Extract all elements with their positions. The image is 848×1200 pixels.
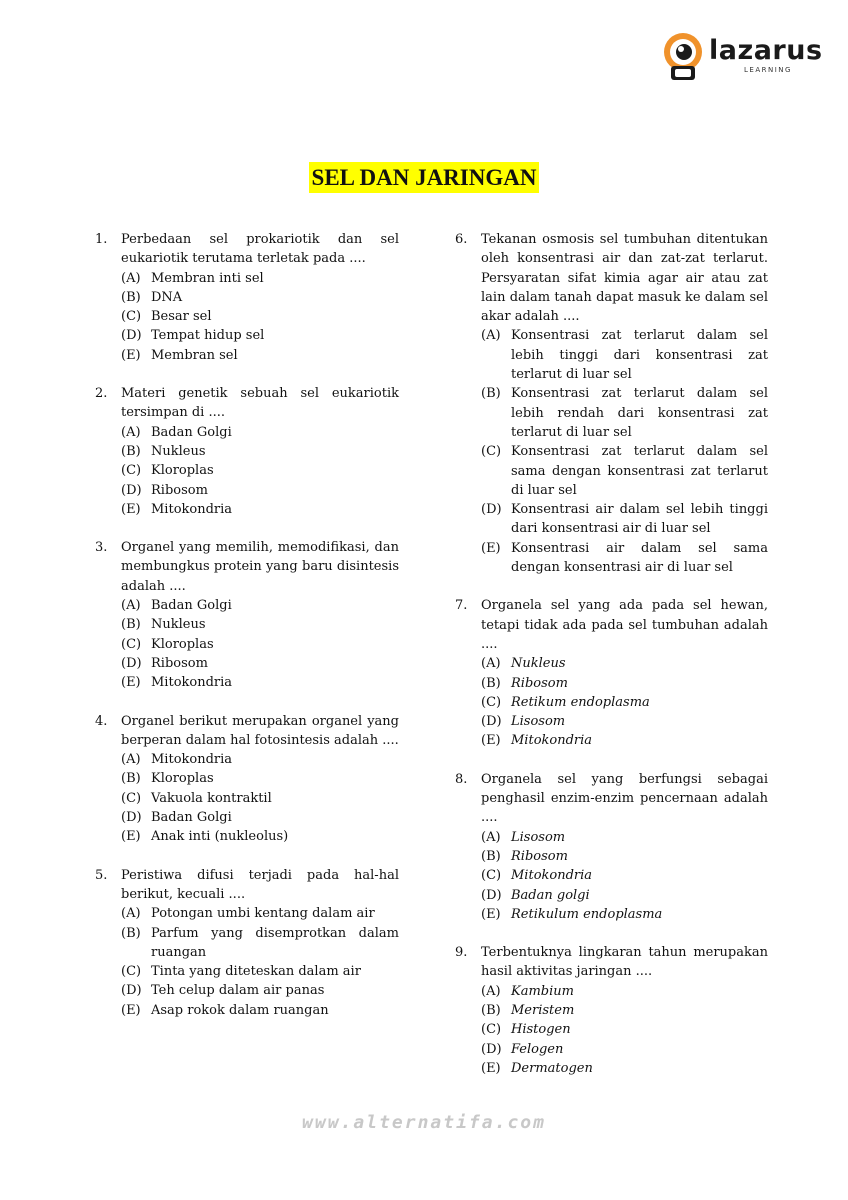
option-text: Konsentrasi air dalam sel lebih tinggi dari konsentrasi air di luar sel xyxy=(511,502,768,537)
option-label: (A) xyxy=(121,752,141,768)
option-item xyxy=(481,847,768,866)
option-text: Parfum yang disemprotkan dalam ruangan xyxy=(151,925,399,960)
option-item xyxy=(121,423,399,442)
option-label: (A) xyxy=(121,424,141,440)
option-item xyxy=(121,673,399,692)
title-wrap xyxy=(0,162,848,193)
option-label: (E) xyxy=(121,501,141,517)
option-item xyxy=(481,982,768,1001)
option-item xyxy=(481,1059,768,1078)
option-text: Teh celup dalam air panas xyxy=(151,983,325,999)
option-label: (A) xyxy=(481,983,501,999)
option-label: (D) xyxy=(121,655,142,671)
option-text: Mitokondria xyxy=(511,733,593,749)
option-item xyxy=(481,1001,768,1020)
option-item xyxy=(481,442,768,500)
option-item xyxy=(481,731,768,750)
option-text: Tempat hidup sel xyxy=(151,328,265,344)
page-title: SEL DAN JARINGAN xyxy=(309,162,540,193)
option-label: (B) xyxy=(121,443,141,459)
option-item xyxy=(121,962,399,981)
option-item xyxy=(121,750,399,769)
logo-subtitle: LEARNING xyxy=(744,66,792,74)
option-label: (B) xyxy=(481,1002,501,1018)
option-text: Retikum endoplasma xyxy=(511,694,650,710)
option-label: (C) xyxy=(481,694,502,710)
question-number: 8. xyxy=(455,771,468,787)
question-header xyxy=(95,712,399,751)
option-label: (E) xyxy=(121,347,141,363)
options-list xyxy=(121,596,399,692)
question-number: 7. xyxy=(455,598,468,614)
option-label: (C) xyxy=(121,636,142,652)
options-list xyxy=(481,828,768,924)
option-text: Dermatogen xyxy=(511,1060,593,1076)
option-label: (E) xyxy=(481,733,501,749)
question-item xyxy=(95,712,399,847)
option-item xyxy=(481,674,768,693)
option-item xyxy=(121,346,399,365)
options-list xyxy=(481,654,768,750)
option-label: (B) xyxy=(481,675,501,691)
options-list xyxy=(121,750,399,846)
question-text: Terbentuknya lingkaran tahun merupakan hasil aktivitas jaringan .... xyxy=(481,945,768,980)
option-label: (D) xyxy=(481,1041,502,1057)
option-item xyxy=(481,693,768,712)
option-item xyxy=(121,596,399,615)
option-item xyxy=(121,827,399,846)
option-text: Mitokondria xyxy=(511,868,593,884)
question-text: Organel berikut merupakan organel yang berperan dalam hal fotosintesis adalah .... xyxy=(121,713,399,748)
option-text: Kloroplas xyxy=(151,771,214,787)
option-text: Membran inti sel xyxy=(151,270,264,286)
option-label: (C) xyxy=(121,309,142,325)
options-list xyxy=(121,269,399,365)
option-label: (C) xyxy=(121,964,142,980)
option-text: Vakuola kontraktil xyxy=(151,790,272,806)
question-header xyxy=(95,866,399,905)
option-item xyxy=(121,461,399,480)
question-header xyxy=(455,230,768,326)
option-item xyxy=(481,500,768,539)
option-item xyxy=(481,654,768,673)
option-text: Mitokondria xyxy=(151,501,233,517)
option-item xyxy=(121,924,399,963)
option-label: (D) xyxy=(121,983,142,999)
question-item xyxy=(95,384,399,519)
option-text: Lisosom xyxy=(511,714,566,730)
question-number: 1. xyxy=(95,232,108,247)
question-number: 4. xyxy=(95,713,108,729)
option-text: Ribosom xyxy=(511,848,568,864)
option-label: (B) xyxy=(121,289,141,305)
option-label: (D) xyxy=(481,502,502,518)
option-text: Konsentrasi zat terlarut dalam sel sama dengan konsentrasi zat terlarut di luar sel xyxy=(511,444,768,498)
options-list xyxy=(121,904,399,1020)
option-item xyxy=(121,500,399,519)
option-item xyxy=(121,635,399,654)
option-text: Nukleus xyxy=(151,443,206,459)
option-text: Nukleus xyxy=(151,617,206,633)
option-text: Ribosom xyxy=(511,675,568,691)
option-text: Mitokondria xyxy=(151,675,233,691)
option-label: (D) xyxy=(481,887,502,903)
option-item xyxy=(481,326,768,384)
option-label: (C) xyxy=(481,444,502,460)
question-header xyxy=(455,770,768,828)
option-label: (E) xyxy=(481,906,501,922)
option-item xyxy=(121,307,399,326)
option-label: (A) xyxy=(121,270,141,286)
option-label: (A) xyxy=(121,906,141,922)
footer-watermark: www.alternatifa.com xyxy=(302,1112,546,1133)
option-item xyxy=(481,1040,768,1059)
option-label: (A) xyxy=(481,328,501,344)
question-text: Peristiwa difusi terjadi pada hal-hal berikut, kecuali .... xyxy=(121,867,399,902)
option-text: Anak inti (nukleolus) xyxy=(151,829,289,845)
option-item xyxy=(121,481,399,500)
question-item xyxy=(455,596,768,750)
option-text: Asap rokok dalam ruangan xyxy=(151,1002,329,1018)
question-number: 9. xyxy=(455,945,468,961)
option-text: Kloroplas xyxy=(151,636,214,652)
question-text: Organela sel yang berfungsi sebagai penghasil enzim-enzim pencernaan adalah .... xyxy=(481,771,768,826)
option-label: (B) xyxy=(121,771,141,787)
option-text: Retikulum endoplasma xyxy=(511,906,663,922)
left-column xyxy=(95,230,399,1039)
question-header xyxy=(95,384,399,423)
options-list xyxy=(121,423,399,519)
option-label: (E) xyxy=(481,540,501,556)
logo-name: lazarus xyxy=(709,35,823,66)
lazarus-logo-icon xyxy=(662,30,706,84)
option-item xyxy=(121,904,399,923)
option-item xyxy=(121,288,399,307)
option-item xyxy=(121,654,399,673)
option-label: (E) xyxy=(121,829,141,845)
option-label: (A) xyxy=(481,656,501,672)
option-label: (B) xyxy=(481,848,501,864)
question-text: Organela sel yang ada pada sel hewan, tetapi tidak ada pada sel tumbuhan adalah .... xyxy=(481,598,768,652)
option-label: (E) xyxy=(481,1060,501,1076)
option-label: (D) xyxy=(481,714,502,730)
option-text: Nukleus xyxy=(511,656,566,672)
option-text: Felogen xyxy=(511,1041,564,1057)
option-item xyxy=(121,442,399,461)
option-item xyxy=(121,769,399,788)
question-text: Materi genetik sebuah sel eukariotik tersimpan di .... xyxy=(121,386,399,421)
option-label: (B) xyxy=(481,386,501,402)
question-item xyxy=(95,538,399,692)
option-text: Kloroplas xyxy=(151,463,214,479)
option-item xyxy=(121,808,399,827)
option-text: Badan Golgi xyxy=(151,424,232,440)
option-label: (C) xyxy=(121,463,142,479)
option-label: (B) xyxy=(121,617,141,633)
option-item xyxy=(481,384,768,442)
option-label: (C) xyxy=(121,790,142,806)
option-text: Konsentrasi zat terlarut dalam sel lebih tinggi dari konsentrasi zat terlarut di luar sel xyxy=(511,328,768,383)
question-number: 2. xyxy=(95,386,108,402)
option-item xyxy=(481,866,768,885)
option-label: (C) xyxy=(481,868,502,884)
question-text: Tekanan osmosis sel tumbuhan ditentukan oleh konsentrasi air dan zat-zat terlarut. Persyaratan sifat kimia agar air atau zat lain dalam tanah dapat masuk ke dalam sel akar adalah .... xyxy=(481,232,768,325)
right-column xyxy=(455,230,768,1097)
option-label: (A) xyxy=(121,598,141,614)
option-item xyxy=(481,886,768,905)
option-item xyxy=(121,326,399,345)
option-label: (E) xyxy=(121,675,141,691)
option-label: (B) xyxy=(121,925,141,941)
option-item xyxy=(481,1020,768,1039)
question-item xyxy=(455,230,768,577)
question-text: Organel yang memilih, memodifikasi, dan membungkus protein yang baru disintesis adalah .... xyxy=(121,540,399,594)
option-text: Badan golgi xyxy=(511,887,590,903)
question-header xyxy=(455,596,768,654)
option-text: Badan Golgi xyxy=(151,598,232,614)
option-item xyxy=(121,981,399,1000)
question-item xyxy=(455,770,768,924)
brand-logo xyxy=(662,30,823,84)
question-text: Perbedaan sel prokariotik dan sel eukariotik terutama terletak pada .... xyxy=(121,232,399,267)
question-header xyxy=(95,230,399,269)
option-text: Konsentrasi zat terlarut dalam sel lebih rendah dari konsentrasi zat terlarut di luar sel xyxy=(511,386,768,440)
question-header xyxy=(455,943,768,982)
option-text: Kambium xyxy=(511,983,574,999)
option-item xyxy=(481,828,768,847)
option-item xyxy=(121,615,399,634)
option-label: (A) xyxy=(481,829,501,845)
option-text: Besar sel xyxy=(151,309,212,325)
question-header xyxy=(95,538,399,596)
option-text: DNA xyxy=(151,289,183,305)
option-item xyxy=(481,905,768,924)
option-item xyxy=(121,1001,399,1020)
option-text: Histogen xyxy=(511,1022,571,1038)
option-text: Lisosom xyxy=(511,829,566,845)
option-text: Ribosom xyxy=(151,482,208,498)
option-label: (C) xyxy=(481,1022,502,1038)
option-text: Konsentrasi air dalam sel sama dengan konsentrasi air di luar sel xyxy=(511,540,768,576)
options-list xyxy=(481,982,768,1078)
option-text: Meristem xyxy=(511,1002,575,1018)
option-item xyxy=(481,539,768,578)
question-item xyxy=(95,866,399,1020)
question-item xyxy=(455,943,768,1078)
option-text: Ribosom xyxy=(151,655,208,671)
option-text: Badan Golgi xyxy=(151,810,232,826)
question-number: 3. xyxy=(95,540,108,556)
options-list xyxy=(481,326,768,577)
question-number: 6. xyxy=(455,232,468,247)
option-item xyxy=(481,712,768,731)
option-item xyxy=(121,789,399,808)
option-label: (D) xyxy=(121,328,142,344)
option-label: (D) xyxy=(121,810,142,826)
option-text: Potongan umbi kentang dalam air xyxy=(151,906,375,922)
option-text: Tinta yang diteteskan dalam air xyxy=(151,964,361,980)
question-item xyxy=(95,230,399,365)
option-label: (D) xyxy=(121,482,142,498)
option-label: (E) xyxy=(121,1002,141,1018)
option-text: Mitokondria xyxy=(151,752,233,768)
option-item xyxy=(121,269,399,288)
option-text: Membran sel xyxy=(151,347,238,363)
question-number: 5. xyxy=(95,867,108,883)
